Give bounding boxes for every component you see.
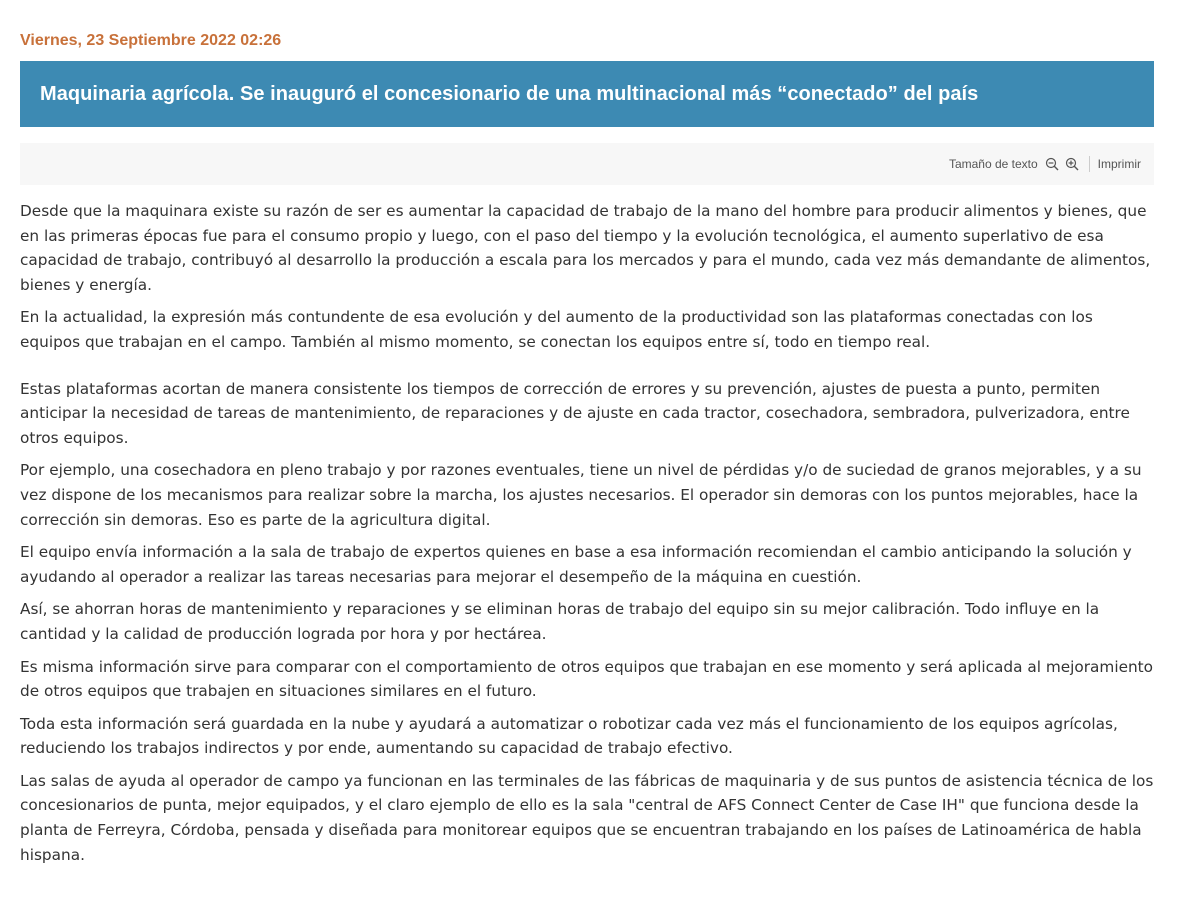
article-toolbar	[20, 143, 1154, 185]
zoom-in-icon[interactable]	[1064, 156, 1080, 172]
print-link[interactable]: Imprimir	[1097, 157, 1141, 171]
article-paragraph: Desde que la maquinara existe su razón de ser es aumentar la capacidad de trabajo de la mano del hombre para producir alimentos y bienes, que en las primeras épocas fue para el consumo propio y luego, con el paso del tiempo y la evolución tecnológica, el aumento superlativo de esa capacidad de trabajo, contribuyó al desarrollo la producción a escala para los mercados y para el mundo, cada vez más demandante de alimentos, bienes y energía.	[20, 202, 1151, 294]
article-paragraph: En la actualidad, la expresión más contundente de esa evolución y del aumento de la productividad son las plataformas conectadas con los equipos que trabajan en el campo. También al mismo momento, se conectan los equipos entre sí, todo en tiempo real.	[20, 308, 1093, 351]
toolbar-divider	[1089, 156, 1090, 172]
article-paragraph: Estas plataformas acortan de manera consistente los tiempos de corrección de errores y su prevención, ajustes de puesta a punto, permiten anticipar la necesidad de tareas de mantenimiento, de reparaciones y de ajuste en cada tractor, cosechadora, sembradora, pulverizadora, entre otros equipos.	[20, 379, 1130, 447]
article-paragraph: Es misma información sirve para comparar con el comportamiento de otros equipos que trabajan en ese momento y será aplicada al mejoramiento de otros equipos que trabajen en situaciones similares en el futuro.	[20, 657, 1154, 701]
article-date: Viernes, 23 Septiembre 2022 02:26	[20, 32, 282, 49]
article-title: Maquinaria agrícola. Se inauguró el concesionario de una multinacional más “conectado” del país	[40, 82, 979, 105]
article-paragraph: Toda esta información será guardada en la nube y ayudará a automatizar o robotizar cada vez más el funcionamiento de los equipos agrícolas, reduciendo los trabajos indirectos y por ende, aumentando su capacidad de trabajo efectivo.	[20, 714, 1118, 758]
article-paragraph: Por ejemplo, una cosechadora en pleno trabajo y por razones eventuales, tiene un nivel de pérdidas y/o de suciedad de granos mejorables, y a su vez dispone de los mecanismos para realizar sobre la marcha, los ajustes necesarios. El operador sin demoras con los puntos mejorables, hace la corrección sin demoras. Eso es parte de la agricultura digital.	[20, 461, 1142, 529]
text-size-label: Tamaño de texto	[948, 157, 1038, 171]
article-paragraph: Así, se ahorran horas de mantenimiento y reparaciones y se eliminan horas de trabajo del equipo sin su mejor calibración. Todo influye en la cantidad y la calidad de producción lograda por hora y por hectárea.	[20, 600, 1100, 643]
article-container	[0, 31, 1178, 867]
article-paragraph: Las salas de ayuda al operador de campo ya funcionan en las terminales de las fábricas de maquinaria y de sus puntos de asistencia técnica de los concesionarios de punta, mejor equipados, y el claro ejemplo de ello es la sala "central de AFS Connect Center de Case IH" que funciona desde la planta de Ferreyra, Córdoba, pensada y diseñada para monitorear equipos que se encuentran trabajando en los países de Latinoamérica de habla hispana.	[20, 771, 1154, 864]
zoom-out-icon[interactable]	[1044, 156, 1060, 172]
article-title-bar	[20, 61, 1154, 127]
article-body	[20, 199, 1154, 867]
article-paragraph: El equipo envía información a la sala de trabajo de expertos quienes en base a esa información recomiendan el cambio anticipando la solución y ayudando al operador a realizar las tareas necesarias para mejorar el desempeño de la máquina en cuestión.	[20, 543, 1132, 586]
